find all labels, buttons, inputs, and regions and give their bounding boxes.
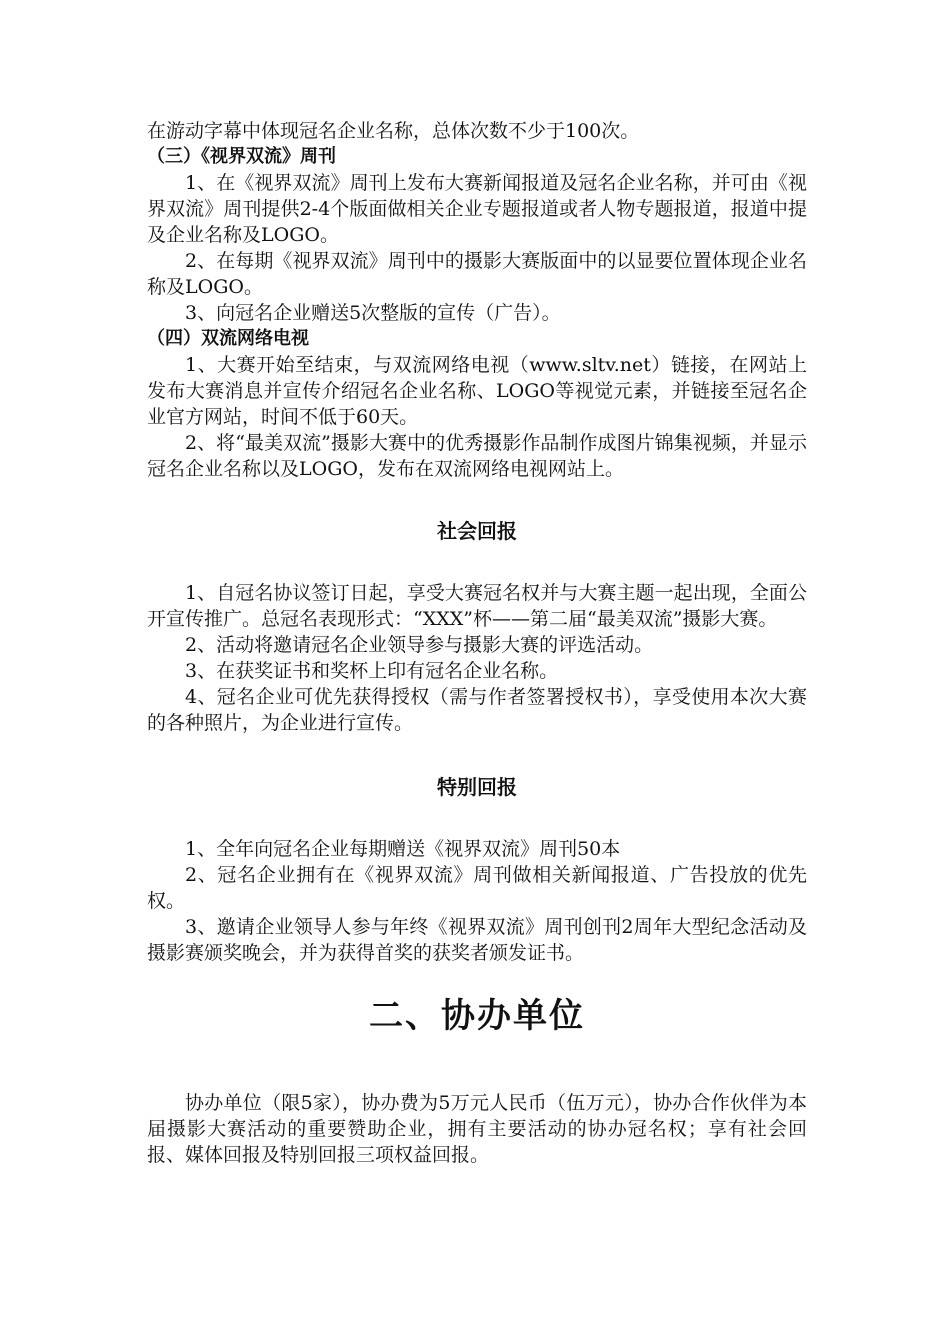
special-item-3: 3、邀请企业领导人参与年终《视界双流》周刊创刊2周年大型纪念活动及摄影赛颁奖晚会，并为获得首奖的获奖者颁发证书。 — [147, 916, 807, 964]
spacer — [147, 966, 807, 994]
co-organizer-heading: 二、协办单位 — [369, 996, 585, 1036]
weekly-item-3: 3、向冠名企业赠送5次整版的宣传（广告）。 — [185, 302, 561, 324]
weekly-item-2: 2、在每期《视界双流》周刊中的摄影大赛版面中的以显要位置体现企业名称及LOGO。 — [147, 250, 807, 298]
spacer — [147, 544, 807, 580]
special-item-1: 1、全年向冠名企业每期赠送《视界双流》周刊50本 — [185, 838, 621, 860]
tv-heading: （四）双流网络电视 — [147, 328, 309, 349]
tv-item-1: 1、大赛开始至结束，与双流网络电视（www.sltv.net）链接，在网站上发布大赛消息并宣传介绍冠名企业名称、LOGO等视觉元素，并链接至冠名企业官方网站，时间不低于60天。 — [147, 354, 807, 428]
weekly-item-1: 1、在《视界双流》周刊上发布大赛新闻报道及冠名企业名称，并可由《视界双流》周刊提供2-4个版面做相关企业专题报道或者人物专题报道，报道中提及企业名称及LOGO。 — [147, 172, 807, 246]
social-item-4: 4、冠名企业可优先获得授权（需与作者签署授权书），享受使用本次大赛的各种照片，为企业进行宣传。 — [147, 686, 807, 734]
tv-item-2: 2、将“最美双流”摄影大赛中的优秀摄影作品制作成图片锦集视频，并显示冠名企业名称以及LOGO，发布在双流网络电视网站上。 — [147, 432, 807, 480]
spacer — [147, 800, 807, 836]
special-heading: 特别回报 — [437, 775, 517, 799]
media-continuation-line: 在游动字幕中体现冠名企业名称，总体次数不少于100次。 — [147, 120, 640, 142]
spacer — [147, 1038, 807, 1090]
social-item-1: 1、自冠名协议签订日起，享受大赛冠名权并与大赛主题一起出现，全面公开宣传推广。总冠名表现形式：“XXX”杯——第二届“最美双流”摄影大赛。 — [147, 582, 807, 630]
weekly-heading: （三）《视界双流》周刊 — [147, 146, 336, 167]
special-item-2: 2、冠名企业拥有在《视界双流》周刊做相关新闻报道、广告投放的优先权。 — [147, 864, 807, 912]
social-heading: 社会回报 — [437, 519, 517, 543]
co-organizer-paragraph: 协办单位（限5家），协办费为5万元人民币（伍万元），协办合作伙伴为本届摄影大赛活动的重要赞助企业，拥有主要活动的协办冠名权；享有社会回报、媒体回报及特别回报三项权益回报。 — [147, 1092, 807, 1166]
document-page — [147, 118, 807, 1168]
spacer — [147, 482, 807, 518]
spacer — [147, 736, 807, 774]
social-item-2: 2、活动将邀请冠名企业领导参与摄影大赛的评选活动。 — [185, 634, 654, 656]
social-item-3: 3、在获奖证书和奖杯上印有冠名企业名称。 — [185, 660, 559, 682]
